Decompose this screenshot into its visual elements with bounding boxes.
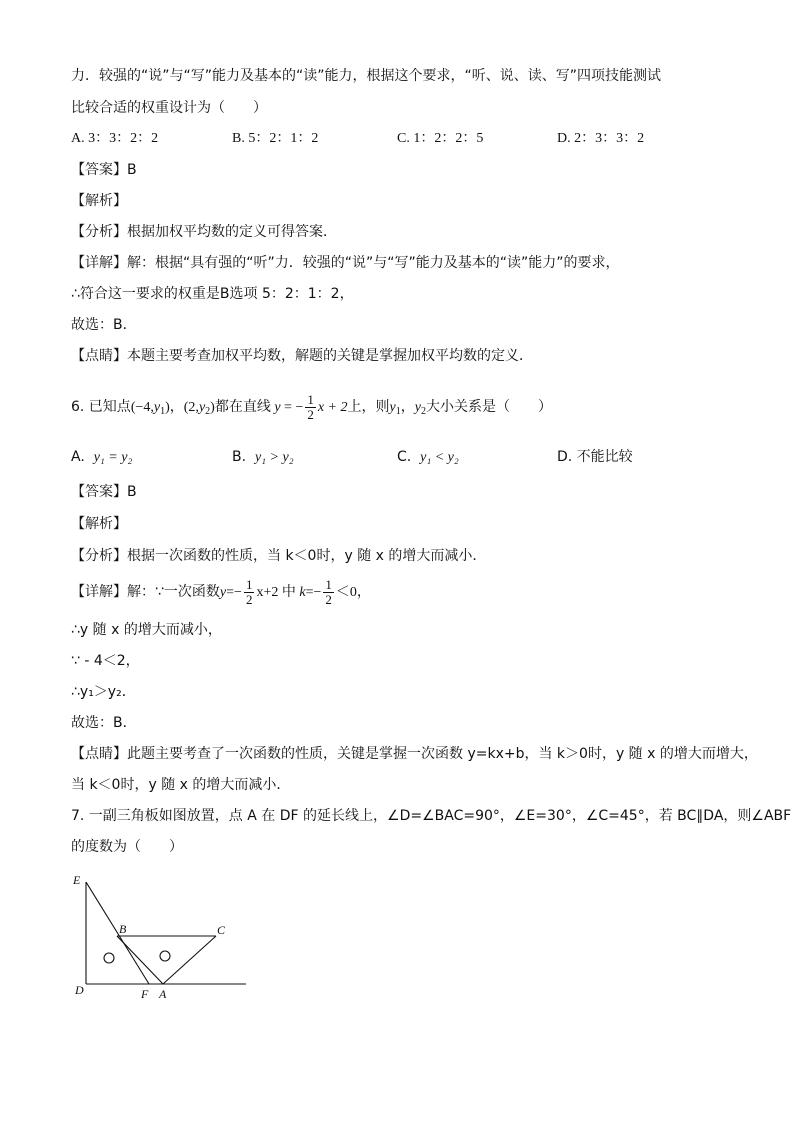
q6-xj-eq	[219, 577, 371, 608]
q5-analysis-heading: 【解析】	[71, 193, 127, 209]
q6-xj-k: k	[299, 585, 306, 600]
q6-option-a-label: A.	[71, 449, 85, 465]
q6-eq-tail: x + 2	[317, 400, 348, 415]
q6-step3: ∴y₁＞y₂．	[71, 684, 136, 700]
q6-rel-y1: y	[389, 400, 396, 415]
q6-step2: ∵ - 4＜2，	[71, 653, 140, 669]
q6-rel-sub1: 1	[395, 406, 401, 417]
label-a: A	[159, 987, 167, 1001]
label-c: C	[217, 923, 226, 937]
q7-figure	[70, 868, 250, 1003]
q6-point1-close: )，	[165, 400, 184, 415]
q6-xj-fraction2	[323, 578, 334, 607]
q6-guxuan: 故选：B．	[71, 715, 137, 731]
q6-stem-suffix: 上，则	[347, 399, 390, 415]
q5-fenxi: 【分析】根据加权平均数的定义可得答案．	[71, 224, 337, 240]
q5-option-c: C. 1：2：2：5	[397, 131, 484, 146]
q6-dianjing-line1: 【点睛】此题主要考查了一次函数的性质，关键是掌握一次函数 y=kx+b，当 k＞0时，y 随 x 的增大而增大，	[71, 746, 758, 762]
triangle-hole-right	[160, 951, 170, 961]
line-ca	[163, 936, 216, 984]
q6-xj-eqsign: =−	[226, 585, 242, 600]
q6-frac-num: 1	[307, 392, 314, 408]
q6-xj-frac2-num: 1	[325, 577, 332, 593]
q5-stem-line2: 比较合适的权重设计为（ ）	[71, 100, 267, 116]
q5-option-d: D. 2：3：3：2	[557, 131, 645, 146]
q6-point2	[184, 400, 215, 415]
q6-option-b-label: B.	[232, 449, 247, 465]
q6-dianjing-line2: 当 k＜0时，y 随 x 的增大而减小．	[71, 777, 291, 793]
q6-point1-x: (−4,	[130, 400, 154, 415]
q6-line-equation	[271, 392, 348, 423]
q6-point1-y: y	[153, 400, 161, 415]
q5-step1: ∴符合这一要求的权重是B选项 5：2：1：2，	[71, 286, 354, 302]
q6-option-c-text: y₁ < y₂	[420, 450, 459, 465]
q6-rel-sub2: 2	[420, 406, 426, 417]
q6-option-c	[397, 447, 459, 468]
q6-xj-tail: x+2 中	[256, 585, 300, 600]
line-ef	[86, 882, 149, 984]
q6-eq-y: y	[274, 400, 281, 415]
q6-stem-mid: 都在直线	[214, 399, 271, 415]
q6-xj-prefix: 【详解】解：∵一次函数	[71, 584, 220, 600]
q6-point2-y: y	[198, 400, 206, 415]
q6-option-a	[71, 447, 132, 468]
q6-option-d: D. 不能比较	[557, 449, 633, 465]
q6-option-c-label: C.	[397, 449, 412, 465]
q7-stem-line1: 7. 一副三角板如图放置，点 A 在 DF 的延长线上，∠D=∠BAC=90°，∠E=30°，∠C=45°，若 BC∥DA，则∠ABF	[71, 808, 792, 824]
q6-point2-x: (2,	[183, 400, 199, 415]
q6-xj-keq: =−	[305, 585, 322, 600]
label-b: B	[119, 922, 127, 936]
label-f: F	[141, 987, 149, 1001]
q6-xj-lt0: ＜0，	[335, 585, 371, 600]
label-d: D	[75, 983, 84, 997]
q6-eq-fraction	[305, 393, 316, 422]
q6-answer: 【答案】B	[71, 484, 137, 500]
q6-option-b	[232, 447, 294, 468]
q6-frac-den: 2	[307, 407, 314, 423]
q6-xj-frac2-den: 2	[325, 592, 332, 608]
q5-answer: 【答案】B	[71, 162, 137, 178]
line-ba	[117, 936, 163, 984]
q6-xj-y: y	[219, 585, 227, 600]
q6-step1: ∴y 随 x 的增大而减小，	[71, 622, 222, 638]
q6-analysis-heading: 【解析】	[71, 516, 127, 532]
q6-point2-close: )	[210, 400, 215, 415]
q6-point1	[131, 400, 184, 415]
q6-eq-sign: = −	[280, 400, 304, 415]
q6-rel-end: 大小关系是（ ）	[425, 399, 552, 415]
q6-stem	[71, 393, 552, 426]
q6-option-b-text: y₁ > y₂	[254, 450, 294, 465]
q5-option-b: B. 5：2：1：2	[232, 131, 319, 146]
q6-xj-frac1-num: 1	[245, 577, 253, 593]
label-e: E	[73, 873, 81, 887]
q5-dianjing: 【点睛】本题主要考查加权平均数，解题的关键是掌握加权平均数的定义．	[71, 348, 533, 364]
q6-option-a-text: y₁ = y₂	[93, 450, 133, 465]
q6-stem-prefix: 6. 已知点	[71, 399, 131, 415]
q6-rel-comma: ，	[400, 400, 415, 415]
q6-xj-frac1-den: 2	[245, 592, 253, 608]
q5-stem-line1: 力．较强的“说”与“写”能力及基本的“读”能力，根据这个要求，“听、说、读、写”四项技能测试	[71, 68, 662, 84]
q6-rel-y2: y	[414, 400, 421, 415]
q5-guxuan: 故选：B．	[71, 317, 137, 333]
q6-xiangjie	[71, 578, 371, 607]
q5-option-a: A. 3：3：2：2	[71, 131, 159, 146]
q7-stem-line2: 的度数为（ ）	[71, 839, 183, 855]
q6-rel	[390, 400, 426, 415]
q6-point2-sub: 2	[205, 406, 211, 417]
q6-fenxi: 【分析】根据一次函数的性质，当 k＜0时，y 随 x 的增大而减小．	[71, 548, 487, 564]
q6-point1-sub: 1	[160, 406, 166, 417]
q5-xiangjie: 【详解】解：根据“具有强的“听”力．较强的“说”与“写”能力及基本的“读”能力”的要求，	[71, 255, 620, 271]
q6-xj-fraction1	[244, 578, 255, 607]
triangle-hole-left	[104, 953, 114, 963]
